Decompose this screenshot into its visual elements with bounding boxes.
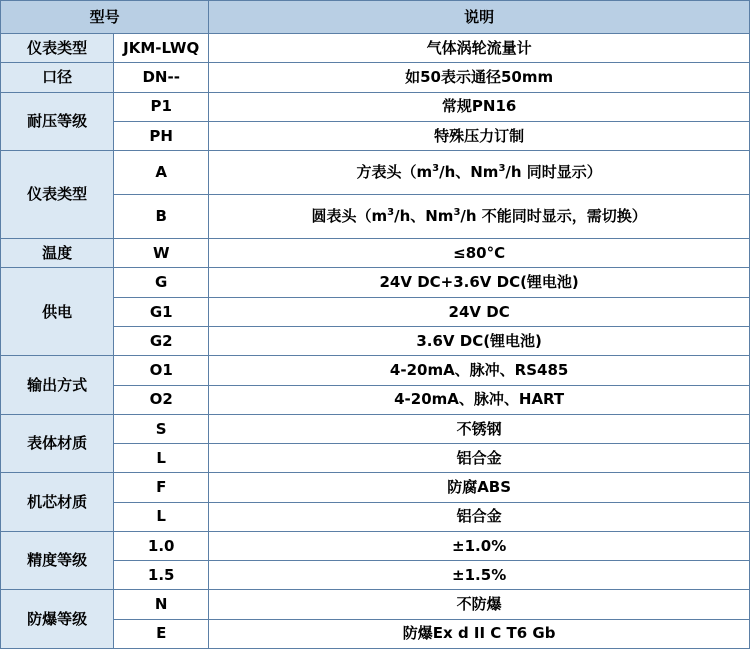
row-category: 耐压等级 (1, 92, 114, 151)
row-description: 方表头（$m^3/h$、Nm$^3$/h 同时显示） (209, 151, 750, 195)
row-category: 供电 (1, 268, 114, 356)
row-code: L (114, 444, 209, 473)
table-row (1, 590, 750, 619)
table-header-row (1, 1, 750, 34)
row-category: 口径 (1, 63, 114, 92)
row-description: 24V DC+3.6V DC(锂电池) (209, 268, 750, 297)
table-row (1, 34, 750, 63)
table-head (1, 1, 750, 34)
row-description: 不防爆 (209, 590, 750, 619)
row-description: ±1.0% (209, 531, 750, 560)
table-row (1, 473, 750, 502)
table-row (1, 63, 750, 92)
row-code: JKM-LWQ (114, 34, 209, 63)
row-code: O1 (114, 356, 209, 385)
row-description: 常规PN16 (209, 92, 750, 121)
row-description: 3.6V DC(锂电池) (209, 327, 750, 356)
row-description: 圆表头（$m^3/h$、Nm$^3$/h 不能同时显示，需切换） (209, 195, 750, 239)
row-category: 温度 (1, 239, 114, 268)
row-category: 机芯材质 (1, 473, 114, 532)
table-row (1, 327, 750, 356)
table-row (1, 121, 750, 150)
row-code: G (114, 268, 209, 297)
row-category: 精度等级 (1, 531, 114, 590)
row-category: 防爆等级 (1, 590, 114, 649)
row-description: ≤80°C (209, 239, 750, 268)
table-row (1, 297, 750, 326)
row-code: W (114, 239, 209, 268)
table-row (1, 356, 750, 385)
row-code: E (114, 619, 209, 648)
row-code: DN-- (114, 63, 209, 92)
row-description: 铝合金 (209, 502, 750, 531)
row-description: 特殊压力订制 (209, 121, 750, 150)
row-description: 铝合金 (209, 444, 750, 473)
row-code: S (114, 414, 209, 443)
row-description: 防腐ABS (209, 473, 750, 502)
row-category: 输出方式 (1, 356, 114, 415)
table-row (1, 268, 750, 297)
table-row (1, 239, 750, 268)
row-category: 仪表类型 (1, 34, 114, 63)
table-row (1, 444, 750, 473)
row-code: F (114, 473, 209, 502)
row-code: PH (114, 121, 209, 150)
row-description: 气体涡轮流量计 (209, 34, 750, 63)
table-row (1, 414, 750, 443)
header-model: 型号 (1, 1, 209, 34)
row-code: O2 (114, 385, 209, 414)
row-category: 仪表类型 (1, 151, 114, 239)
row-code: A (114, 151, 209, 195)
row-description: 如50表示通径50mm (209, 63, 750, 92)
table-row (1, 561, 750, 590)
row-description: 4-20mA、脉冲、HART (209, 385, 750, 414)
row-code: G2 (114, 327, 209, 356)
row-description: 不锈钢 (209, 414, 750, 443)
row-code: G1 (114, 297, 209, 326)
table-row (1, 92, 750, 121)
table-row (1, 531, 750, 560)
table-body (1, 34, 750, 649)
row-description: ±1.5% (209, 561, 750, 590)
row-code: 1.5 (114, 561, 209, 590)
row-code: N (114, 590, 209, 619)
row-description: 24V DC (209, 297, 750, 326)
header-description: 说明 (209, 1, 750, 34)
row-description: 4-20mA、脉冲、RS485 (209, 356, 750, 385)
table-row (1, 502, 750, 531)
row-code: P1 (114, 92, 209, 121)
table-row (1, 385, 750, 414)
table-row (1, 151, 750, 195)
row-code: 1.0 (114, 531, 209, 560)
table-row (1, 619, 750, 648)
row-description: 防爆Ex d II C T6 Gb (209, 619, 750, 648)
row-code: L (114, 502, 209, 531)
row-code: B (114, 195, 209, 239)
row-category: 表体材质 (1, 414, 114, 473)
table-row (1, 195, 750, 239)
